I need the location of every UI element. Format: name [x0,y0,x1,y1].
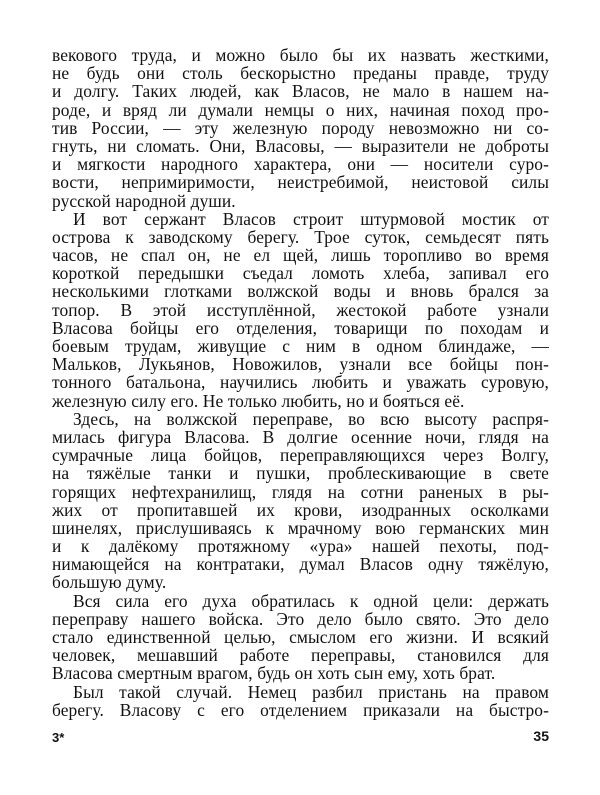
text-line: не будь они столь бескорыстно преданы правде, труду [52,63,549,84]
text-line: шинелях, прислушиваясь к мрачному вою германских мин [52,517,549,538]
text-line: нимающейся на контратаки, думал Власов одну тяжёлую, [52,554,549,575]
text-line: переправу нашего войска. Это дело было свято. Это дело [52,608,549,629]
text-line: русской народной души. [52,190,236,211]
text-line: и долгу. Таких людей, как Власов, не мало в нашем на- [52,81,549,102]
text-line: и к далёкому протяжному «ура» нашей пехоты, под- [52,536,549,557]
text-line: человек, мешавший работе переправы, становился для [52,645,549,666]
paragraph-4 [52,592,549,683]
text-line: роде, и вряд ли думали немцы о них, начиная поход про- [52,99,549,120]
text-line: железную силу его. Не только любить, но и бояться её. [52,390,465,411]
text-line: векового труда, и можно было бы их назвать жесткими, [52,45,549,65]
text-line: милась фигура Власова. В долгие осенние ночи, глядя на [52,426,549,447]
text-line: боевым трудам, живущие с ним в одном блиндаже, — [52,336,549,356]
text-line: гнуть, ни сломать. Они, Власовы, — выразители не доброты [52,135,549,156]
text-line: Власова смертным врагом, будь он хоть сын ему, хоть брат. [52,663,496,684]
text-line: несколькими глотками волжской воды и вновь брался за [52,281,549,302]
text-line: короткой передышки съедал ломоть хлеба, запивал его [52,263,549,284]
text-line: Мальков, Лукьянов, Новожилов, узнали все бойцы пон- [52,354,549,375]
signature-mark: 3* [52,730,65,745]
paragraph-3 [52,410,549,592]
text-line: часов, не спал он, не ел щей, лишь торопливо во время [52,245,549,266]
text-line: на тяжёлые танки и пушки, проблескивающие в свете [52,463,549,484]
paragraph-2 [52,210,549,410]
text-line: Власова бойцы его отделения, товарищи по походам и [52,317,549,338]
text-line: острова к заводскому берегу. Трое суток, семьдесят пять [52,226,549,247]
text-line: топор. В этой исступлённой, жестокой работе узнали [52,299,549,320]
text-line: Был такой случай. Немец разбил пристань на правом [73,681,549,702]
paragraph-5 [52,683,549,719]
text-line: стало единственной целью, смыслом его жизни. И всякий [52,627,549,647]
page-body [52,46,549,719]
text-line: Здесь, на волжской переправе, во всю высоту распря- [73,408,549,429]
text-line: жих от пропитавшей их крови, изодранных осколками [52,499,549,520]
text-line: большую думу. [52,572,167,593]
text-line: сумрачные лица бойцов, переправляющихся через Волгу, [52,445,549,466]
text-line: берегу. Власову с его отделением приказали на быстро- [52,699,549,720]
text-line: вости, непримиримости, неистребимой, неистовой силы [52,172,549,193]
page-number: 35 [533,728,549,744]
text-line: тонного батальона, научились любить и уважать суровую, [52,372,549,393]
text-line: горящих нефтехранилищ, глядя на сотни раненых в ры- [52,481,549,502]
text-line: и мягкости народного характера, они — носители суро- [52,154,549,175]
text-line: И вот сержант Власов строит штурмовой мостик от [73,208,549,229]
paragraph-1 [52,46,549,210]
text-line: Вся сила его духа обратилась к одной цели: держать [73,590,549,611]
text-line: тив России, — эту железную породу невозможно ни со- [52,117,549,138]
